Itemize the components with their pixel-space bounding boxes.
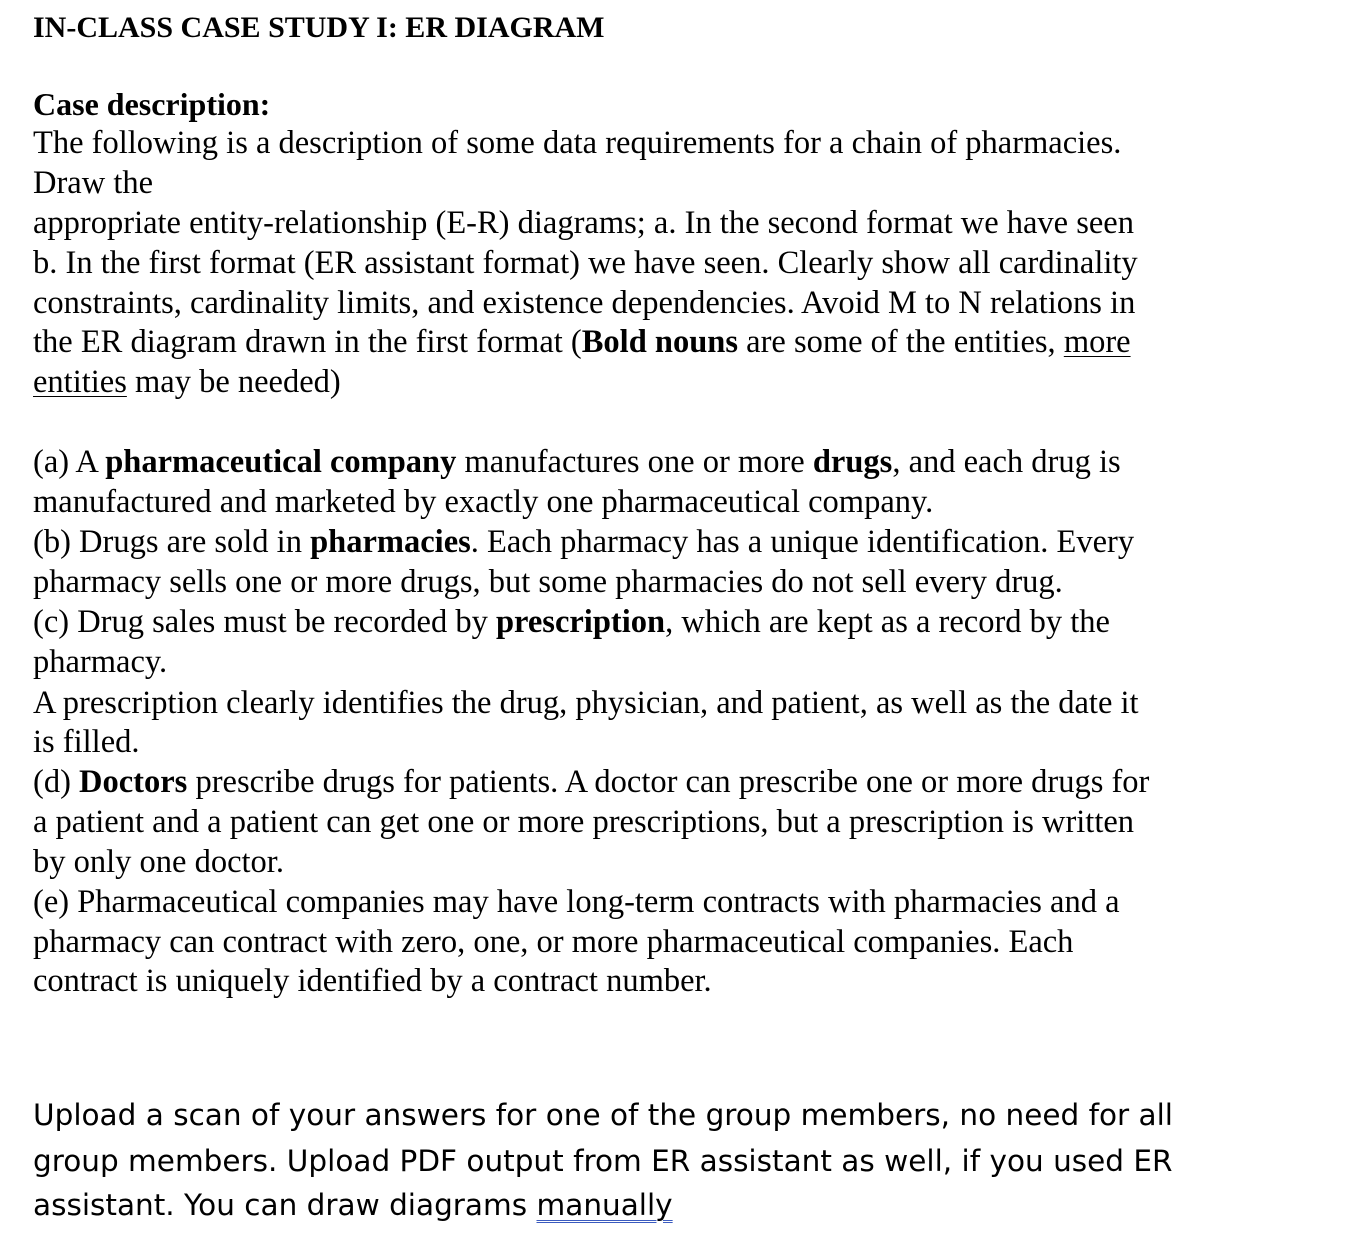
- underlined-more-text: more: [1063, 324, 1131, 360]
- intro-text: the ER diagram drawn in the first format (: [33, 324, 582, 360]
- requirement-text: (d): [33, 764, 80, 800]
- underlined-entities-text: entities: [33, 364, 127, 400]
- requirement-text: . Each pharmacy has a unique identification. Every: [470, 524, 1135, 560]
- intro-line: The following is a description of some data requirements for a chain of pharmacies.: [33, 125, 1122, 161]
- intro-line: [33, 322, 1131, 362]
- requirement-b-line: [33, 522, 1134, 562]
- requirement-d-line: [33, 762, 1149, 802]
- requirement-c-line: [33, 602, 1110, 642]
- requirement-a-line: [33, 442, 1121, 482]
- entity-prescription: prescription: [495, 604, 666, 640]
- case-description-heading: Case description:: [33, 86, 271, 122]
- requirement-text: (c) Drug sales must be recorded by: [33, 604, 496, 640]
- page-title: IN-CLASS CASE STUDY I: ER DIAGRAM: [33, 11, 605, 44]
- requirement-d-line: by only one doctor.: [33, 844, 284, 880]
- upload-line: group members. Upload PDF output from ER assistant as well, if you used ER: [33, 1144, 1173, 1178]
- requirement-a-line: manufactured and marketed by exactly one pharmaceutical company.: [33, 484, 934, 520]
- upload-line: [33, 1185, 673, 1225]
- intro-line: [33, 362, 341, 402]
- requirement-c-line: A prescription clearly identifies the drug, physician, and patient, as well as the date it: [33, 685, 1139, 721]
- upload-text: assistant. You can draw diagrams: [33, 1188, 537, 1222]
- requirement-c-line: is filled.: [33, 724, 140, 760]
- requirement-b-line: pharmacy sells one or more drugs, but some pharmacies do not sell every drug.: [33, 564, 1063, 600]
- manually-spellcheck-text: manually: [536, 1188, 673, 1222]
- requirement-e-line: pharmacy can contract with zero, one, or more pharmaceutical companies. Each: [33, 924, 1074, 960]
- requirement-d-line: a patient and a patient can get one or more prescriptions, but a prescription is written: [33, 804, 1135, 840]
- requirement-text: prescribe drugs for patients. A doctor can prescribe one or more drugs for: [187, 764, 1150, 800]
- requirement-text: , which are kept as a record by the: [665, 604, 1110, 640]
- intro-line: appropriate entity-relationship (E-R) diagrams; a. In the second format we have seen: [33, 205, 1134, 241]
- requirement-c-line: pharmacy.: [33, 644, 168, 680]
- requirement-text: manufactures one or more: [456, 444, 813, 480]
- intro-line: b. In the first format (ER assistant format) we have seen. Clearly show all cardinality: [33, 245, 1138, 281]
- requirement-e-line: (e) Pharmaceutical companies may have long-term contracts with pharmacies and a: [33, 884, 1120, 920]
- upload-line: Upload a scan of your answers for one of the group members, no need for all: [33, 1098, 1173, 1132]
- intro-text: are some of the entities,: [738, 324, 1064, 360]
- entity-drugs: drugs: [812, 444, 893, 480]
- requirement-text: (b) Drugs are sold in: [33, 524, 311, 560]
- entity-pharmaceutical-company: pharmaceutical company: [105, 444, 457, 480]
- requirement-e-line: contract is uniquely identified by a contract number.: [33, 963, 712, 999]
- intro-text: may be needed): [126, 364, 341, 400]
- bold-nouns-text: Bold nouns: [581, 324, 739, 360]
- entity-doctors: Doctors: [79, 764, 188, 800]
- intro-line: constraints, cardinality limits, and existence dependencies. Avoid M to N relations in: [33, 285, 1136, 321]
- requirement-text: (a) A: [33, 444, 106, 480]
- entity-pharmacies: pharmacies: [310, 524, 471, 560]
- intro-line: Draw the: [33, 165, 154, 201]
- requirement-text: , and each drug is: [892, 444, 1121, 480]
